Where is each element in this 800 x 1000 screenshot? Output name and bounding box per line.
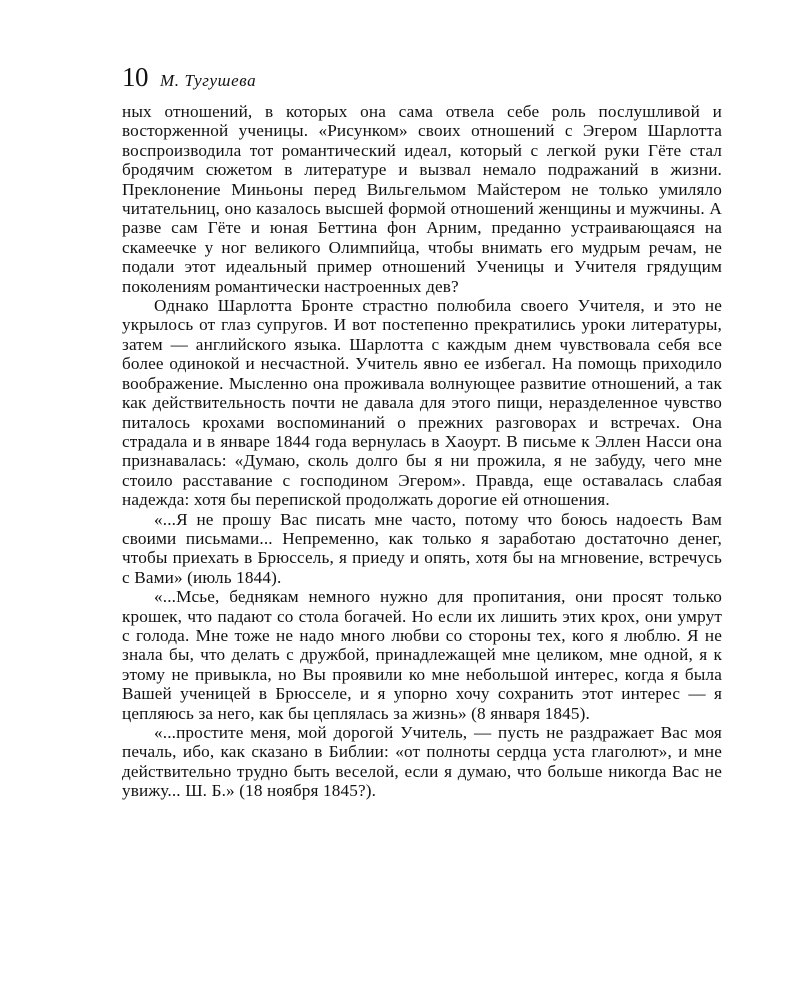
paragraph-letter-quote: «...Я не прошу Вас писать мне часто, потому что боюсь надоесть Вам своими письмами... Непременно, как только я заработаю достаточно денег, чтобы приехать в Брюссель, я приеду и опять, хотя бы на мгновение, встречусь с Вами» (июль 1844). — [122, 509, 722, 587]
book-page — [122, 62, 722, 801]
paragraph: ных отношений, в которых она сама отвела себе роль послушливой и восторженной ученицы. «Рисунком» своих отношений с Эгером Шарлотта воспроизводила тот романтический идеал, который с легкой руки Гёте стал бродячим сюжетом в литературе и вызвал немало подражаний в жизни. Преклонение Миньоны перед Вильгельмом Майстером не только умиляло читательниц, оно казалось высшей формой отношений женщины и мужчины. А разве сам Гёте и юная Беттина фон Арним, преданно устраивающаяся на скамеечке у ног великого Олимпийца, чтобы внимать его мудрым речам, не подали этот идеальный пример отношений Ученицы и Учителя грядущим поколениям романтически настроенных дев? — [122, 102, 722, 296]
page-number: 10 — [122, 62, 148, 92]
author-name: М. Тугушева — [160, 71, 257, 90]
paragraph: Однако Шарлотта Бронте страстно полюбила своего Учителя, и это не укрылось от глаз супругов. И вот постепенно прекратились уроки литературы, затем — английского языка. Шарлотта с каждым днем чувствовала себя все более одинокой и несчастной. Учитель явно ее избегал. На помощь приходило воображение. Мысленно она проживала волнующее развитие отношений, а так как действительность почти не давала для этого пищи, неразделенное чувство питалось крохами воспоминаний о прежних разговорах и встречах. Она страдала и в январе 1844 года вернулась в Хаоурт. В письме к Эллен Насси она признавалась: «Думаю, сколь долго бы я ни прожила, я не забуду, чего мне стоило расставание с господином Эгером». Правда, еще оставалась слабая надежда: хотя бы перепиской продолжать дорогие ей отношения. — [122, 296, 722, 510]
running-head — [122, 62, 722, 96]
paragraph-letter-quote: «...простите меня, мой дорогой Учитель, — пусть не раздражает Вас моя печаль, ибо, как сказано в Библии: «от полноты сердца уста глаголют», и мне действительно трудно быть веселой, если я думаю, что больше никогда Вас не увижу... Ш. Б.» (18 ноября 1845?). — [122, 723, 722, 801]
body-text — [122, 102, 722, 801]
paragraph-letter-quote: «...Мсье, беднякам немного нужно для пропитания, они просят только крошек, что падают со стола богачей. Но если их лишить этих крох, они умрут с голода. Мне тоже не надо много любви со стороны тех, кого я люблю. Я не знала бы, что делать с дружбой, принадлежащей мне целиком, мне одной, я к этому не привыкла, но Вы проявили ко мне небольшой интерес, когда я была Вашей ученицей в Брюсселе, и я упорно хочу сохранить этот интерес — я цепляюсь за него, как бы цеплялась за жизнь» (8 января 1845). — [122, 587, 722, 723]
